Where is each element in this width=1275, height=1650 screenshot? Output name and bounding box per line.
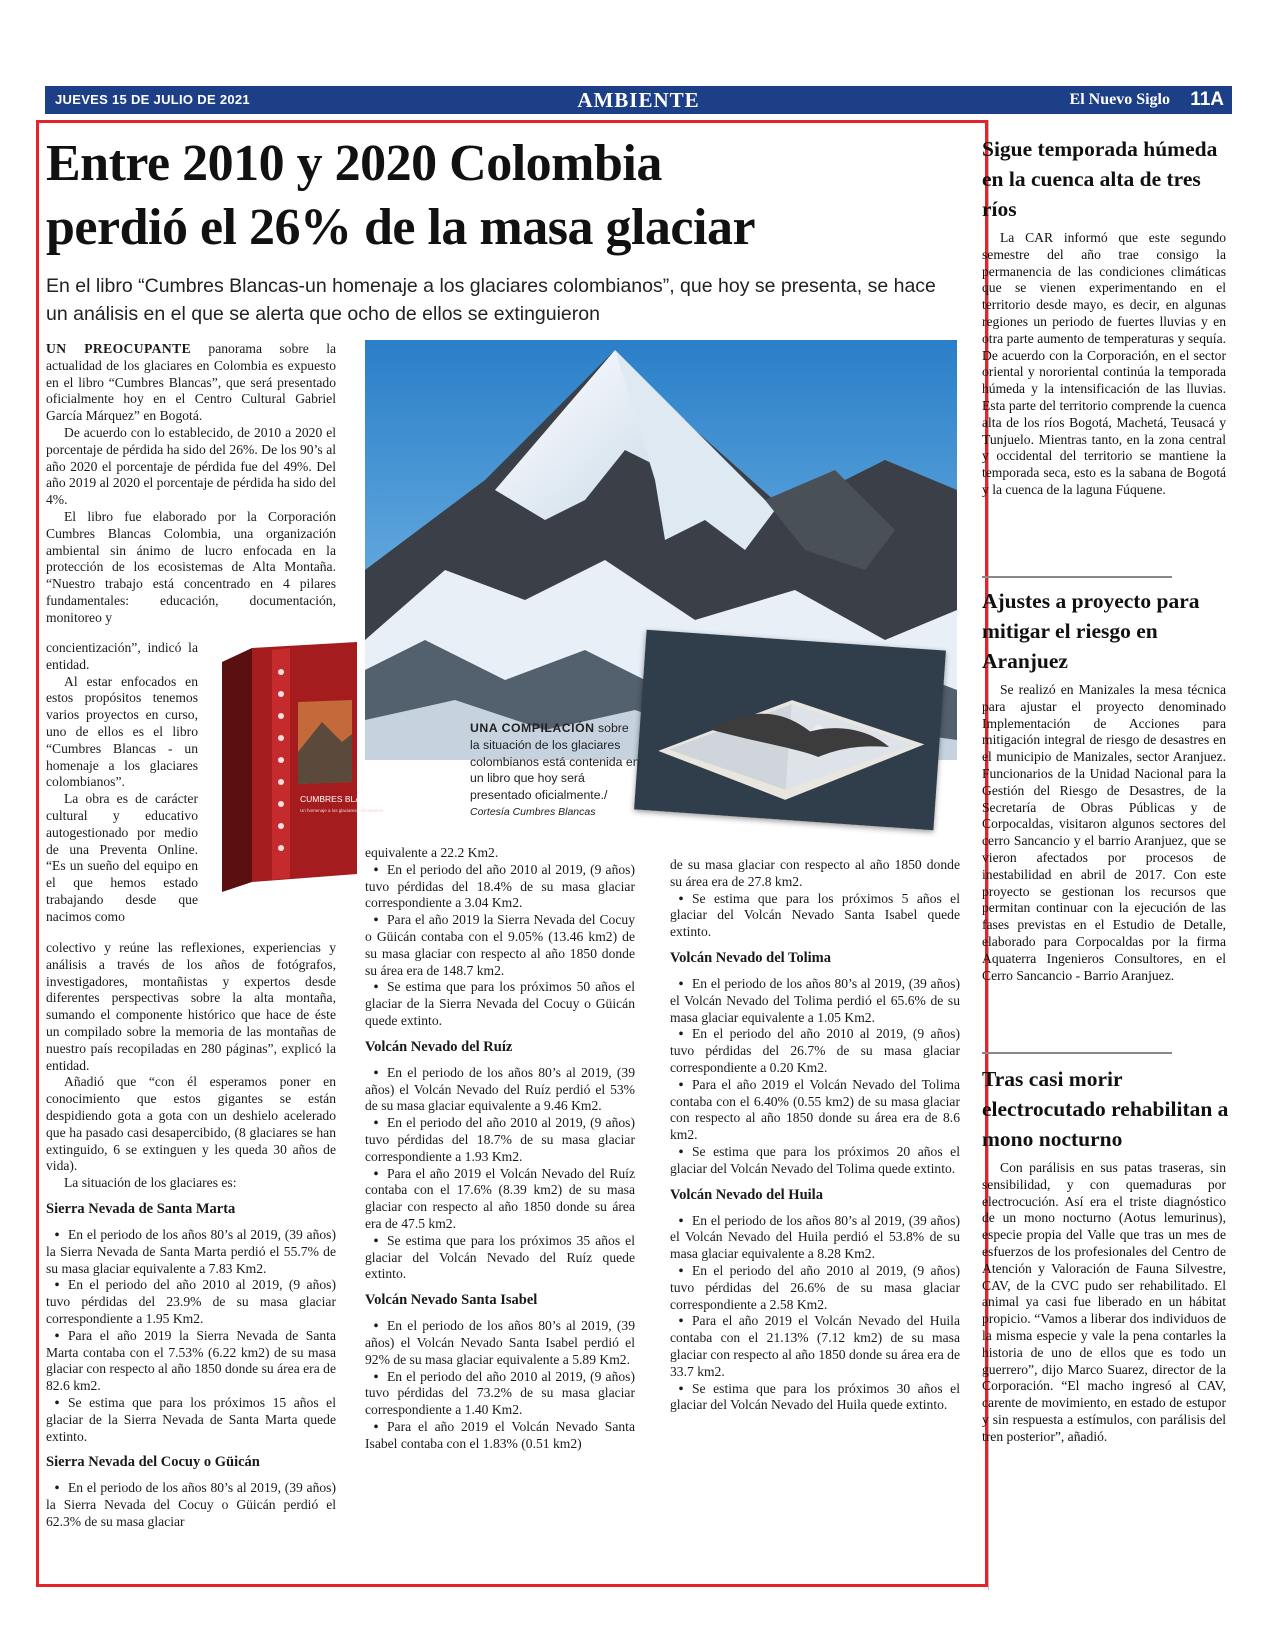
paragraph: La obra es de carácter cultural y educativo autogestionado por medio de una Preventa Online. “Es un sueño del equipo en el que hemos estado trabajando desde que nacimos como (46, 791, 198, 924)
list-item: • En el periodo del año 2010 al 2019, (9 años) tuvo pérdidas del 26.6% de su masa glaciar correspondiente a 2.58 Km2. (670, 1262, 960, 1312)
paragraph: Añadió que “con él esperamos poner en conocimiento que estos gigantes se están despidiendo gota a gota con un deshielo acelerado que ha pasado casi desapercibido, (8 glaciares se han extinguido, 6 se extinguen y les queda 30 años de vida). (46, 1074, 336, 1174)
paragraph: La situación de los glaciares es: (64, 1175, 237, 1191)
sidebar-divider (982, 576, 1172, 578)
paragraph: concientización”, indicó la entidad. (46, 640, 198, 672)
bullet: • (678, 1262, 684, 1278)
sidebar-story-mono (982, 1064, 1232, 1446)
list-item: • Para el año 2019 el Volcán Nevado del Tolima contaba con el 6.40% (0.55 km2) de su masa glaciar con respecto al año 1850 donde su área era de 8.6 km2. (670, 1076, 960, 1143)
list-item: • Para el año 2019 la Sierra Nevada de Santa Marta contaba con el 7.53% (6.22 km2) de su masa glaciar con respecto al año 1850 donde su área era de 82.6 km2. (46, 1327, 336, 1394)
list-item: • En el periodo de los años 80’s al 2019, (39 años) el Volcán Nevado del Huila perdió el 53.8% de su masa glaciar equivalente a 8.28 Km2. (670, 1212, 960, 1262)
newspaper-name: El Nuevo Siglo (1069, 91, 1170, 108)
list-item: • En el periodo del año 2010 al 2019, (9 años) tuvo pérdidas del 18.7% de su masa glaciar correspondiente a 1.93 Km2. (365, 1115, 635, 1164)
list-item: • Se estima que para los próximos 35 años el glaciar del Volcán Nevado del Ruíz quede extinto. (365, 1232, 635, 1282)
list-item: • En el periodo de los años 80’s al 2019, (39 años) el Volcán Nevado Santa Isabel perdió el 92% de su masa glaciar equivalente a 5.89 Km2. (365, 1318, 635, 1367)
article-headline (46, 132, 946, 260)
list-item: • En el periodo de los años 80’s al 2019, (39 años) la Sierra Nevada del Cocuy o Güicán perdió el 62.3% de su masa glaciar (46, 1480, 336, 1529)
header-banner (45, 86, 1232, 114)
article-column-1 (46, 341, 336, 627)
list-item: • En el periodo del año 2010 al 2019, (9 años) tuvo pérdidas del 18.4% de su masa glaciar correspondiente a 3.04 Km2. (365, 861, 635, 911)
bullet: • (678, 1076, 684, 1092)
paragraph: de su masa glaciar con respecto al año 1850 donde su área era de 27.8 km2. (670, 857, 960, 889)
open-book-illustration (634, 630, 946, 830)
bullet: • (373, 1318, 379, 1334)
headline-line-1: Entre 2010 y 2020 Colombia (46, 135, 662, 192)
bullet: • (373, 912, 379, 928)
book-cover-photo (212, 642, 385, 902)
caption-lead: UNA COMPILACIÓN (470, 721, 595, 735)
bullet: • (373, 861, 379, 877)
bullet: • (678, 1026, 684, 1042)
paragraph: Al estar enfocados en estos propósitos tenemos varios proyectos en curso, uno de ellos es el libro “Cumbres Blancas - un homenaje a los glaciares colombianos”. (46, 673, 198, 790)
paragraph: De acuerdo con lo establecido, de 2010 a 2020 el porcentaje de pérdida ha sido del 26%. De los 90’s al año 2020 el porcentaje de pérdida fue del 49%. Del año 2019 al 2020 el porcentaje de pérdida ha sido del 4%. (46, 424, 336, 508)
bullet: • (54, 1226, 60, 1242)
section-title: AMBIENTE (577, 88, 700, 112)
sidebar-headline: Sigue temporada húmeda en la cuenca alta de tres ríos (982, 137, 1218, 221)
sidebar-divider (982, 1052, 1172, 1054)
sidebar-body: Con parálisis en sus patas traseras, sin sensibilidad, y con quemaduras por electrocución. Así era el triste diagnóstico de un mono nocturno (Aotus lemurinus), especie propia del Valle que tras un mes de esfuerzos de los profesionales del Centro de Atención y Valoración de Fauna Silvestre, CAV, de la CVC pudo ser rehabilitado. El animal ya casi fue liberado en un hábitat propicio. “Vamos a liberar dos individuos de la misma especie y vale la pena contarles la historia de uno de ellos que es todo un guerrero”, dijo Marco Suarez, director de la Corporación. “El macho ingresó al CAV, carente de movimiento, en estado de estupor y sin respuesta a estímulos, con parálisis del tren posterior”, añadió. (982, 1160, 1226, 1444)
sidebar-body: Se realizó en Manizales la mesa técnica para ajustar el proyecto denominado Implementación de Acciones para mitigación integral de riesgo de desastres en el municipio de Manizales, sector Aranjuez. Funcionarios de la Unidad Nacional para la Gestión del Riesgo de Desastres, de la Secretaría de Obras Públicas y de Corpocaldas, visitaron algunos sectores del cerro Sancancio y el barrio Aranjuez, que se vieron afectados por procesos de inestabilidad en abril de 2017. Con este proyecto se gestionan los recursos que permitan continuar con la ejecución de las fases previstas en el Estudio de Detalle, elaborado para Corpocaldas por la firma Aquaterra Ingenieros Consultores, en el Cerro Sancancio - Barrio Aranjuez. (982, 682, 1226, 983)
lead-caps: UN PREOCUPANTE (46, 341, 192, 356)
list-item: • Se estima que para los próximos 30 años el glaciar del Volcán Nevado del Huila quede extinto. (670, 1380, 960, 1413)
bullet: • (678, 1143, 684, 1159)
list-item: • Se estima que para los próximos 50 años el glaciar de la Sierra Nevada del Cocuy o Güicán quede extinto. (365, 979, 635, 1028)
sidebar-headline: Ajustes a proyecto para mitigar el riesgo en Aranjuez (982, 589, 1200, 673)
sidebar-story-aranjuez (982, 586, 1232, 984)
list-item: • En el periodo del año 2010 al 2019, (9 años) tuvo pérdidas del 23.9% de su masa glaciar correspondiente a 1.95 Km2. (46, 1277, 336, 1326)
bullet: • (54, 1394, 60, 1410)
list-item: • En el periodo del año 2010 al 2019, (9 años) tuvo pérdidas del 26.7% de su masa glaciar correspondiente a 0.20 Km2. (670, 1026, 960, 1075)
bullet: • (373, 979, 379, 995)
list-item: • En el periodo de los años 80’s al 2019, (39 años) la Sierra Nevada de Santa Marta perdió el 55.7% de su masa glaciar equivalente a 7.83 Km2. (46, 1226, 336, 1276)
book-cover-illustration (212, 642, 385, 902)
article-deck: En el libro “Cumbres Blancas-un homenaje a los glaciares colombianos”, que hoy se presenta, se hace un análisis en el que se alerta que ocho de ellos se extinguieron (46, 275, 936, 325)
headline-line-2: perdió el 26% de la masa glaciar (46, 199, 756, 256)
paragraph: colectivo y reúne las reflexiones, experiencias y análisis a través de los años de fotógrafos, investigadores, montañistas y expertos desde diferentes perspectivas sobre la alta montaña, sumando el componente histórico que hace de éste un compilado sobre la memoria de las montañas de nuestro país recopiladas en 280 páginas”, explicó la entidad. (46, 940, 336, 1073)
bullet: • (54, 1480, 60, 1496)
book-title: CUMBRES BLANCAS (300, 794, 385, 804)
open-book-photo (634, 630, 946, 830)
paragraph: El libro fue elaborado por la Corporación Cumbres Blancas Colombia, una organización ambiental sin ánimo de lucro enfocada en la protección de los ecosistemas de Alta Montaña. “Nuestro trabajo está concentrado en 4 pilares fundamentales: educación, documentación, monitoreo y (46, 508, 336, 625)
list-item: • En el periodo de los años 80’s al 2019, (39 años) el Volcán Nevado del Ruíz perdió el 53% de su masa glaciar equivalente a 9.46 Km2. (365, 1064, 635, 1114)
bullet: • (678, 1313, 684, 1329)
bullet: • (54, 1277, 60, 1293)
bullet: • (678, 1380, 684, 1396)
article-column-1-lower (46, 940, 336, 1531)
article-column-1-narrow (46, 640, 198, 926)
photo-credit: Cortesía Cumbres Blancas (470, 805, 596, 818)
caption-text: sobre la situación de los glaciares colombianos está contenida en un libro que hoy será presentado oficialmente./ (470, 721, 640, 803)
bullet: • (373, 1368, 379, 1384)
paragraph (46, 341, 336, 425)
list-item: • Se estima que para los próximos 5 años el glaciar del Volcán Nevado Santa Isabel quede extinto. (670, 890, 960, 940)
issue-date: JUEVES 15 DE JULIO DE 2021 (55, 92, 250, 107)
photo-caption (470, 720, 640, 821)
sidebar-headline: Tras casi morir electrocutado rehabilitan a mono nocturno (982, 1067, 1229, 1151)
bullet: • (678, 975, 684, 991)
list-item: • Para el año 2019 la Sierra Nevada del Cocuy o Güicán contaba con el 9.05% (13.46 km2) de su masa glaciar con respecto al año 1850 donde su área era de 148.7 km2. (365, 912, 635, 978)
list-item: • Para el año 2019 el Volcán Nevado del Ruíz contaba con el 17.6% (8.39 km2) de su masa glaciar con respecto al año 1850 donde su área era de 47.5 km2. (365, 1165, 635, 1231)
paragraph: equivalente a 22.2 Km2. (365, 845, 499, 860)
bullet: • (373, 1418, 379, 1434)
bullet: • (373, 1115, 379, 1131)
subhead-santa-marta: Sierra Nevada de Santa Marta (46, 1200, 236, 1217)
book-subtitle: Un homenaje a los glaciares colombianos (300, 808, 384, 813)
bullet: • (373, 1165, 379, 1181)
list-item: • En el periodo de los años 80’s al 2019, (39 años) el Volcán Nevado del Tolima perdió el 65.6% de su masa glaciar equivalente a 1.05 Km2. (670, 975, 960, 1025)
bullet: • (373, 1064, 379, 1080)
bullet: • (678, 890, 684, 906)
article-column-3 (670, 857, 960, 1414)
subhead-huila: Volcán Nevado del Huila (670, 1186, 823, 1203)
list-item: • En el periodo del año 2010 al 2019, (9 años) tuvo pérdidas del 73.2% de su masa glaciar correspondiente a 1.40 Km2. (365, 1368, 635, 1418)
subhead-tolima: Volcán Nevado del Tolima (670, 949, 832, 966)
list-item: • Para el año 2019 el Volcán Nevado del Huila contaba con el 21.13% (7.12 km2) de su masa glaciar con respecto al año 1850 donde su área era de 33.7 km2. (670, 1313, 960, 1379)
subhead-cocuy: Sierra Nevada del Cocuy o Güicán (46, 1454, 260, 1471)
list-item: • Para el año 2019 el Volcán Nevado Santa Isabel contaba con el 1.83% (0.51 km2) (365, 1418, 635, 1451)
sidebar-story-car (982, 134, 1232, 499)
subhead-santa-isabel: Volcán Nevado Santa Isabel (365, 1292, 538, 1309)
page-number: 11A (1190, 89, 1224, 110)
article-column-2 (365, 845, 635, 1453)
bullet: • (678, 1212, 684, 1228)
paragraph-text: panorama sobre la actualidad de los glaciares en Colombia es expuesto en el libro “Cumbres Blancas”, que será presentado oficialmente hoy en el Centro Cultural Gabriel García Márquez” en Bogotá. (46, 341, 336, 424)
bullet: • (373, 1232, 379, 1248)
list-item: • Se estima que para los próximos 20 años el glaciar del Volcán Nevado del Tolima quede extinto. (670, 1143, 960, 1176)
bullet: • (54, 1327, 60, 1343)
sidebar-body: La CAR informó que este segundo semestre del año trae consigo la permanencia de las condiciones climáticas que se vienen experimentando en el territorio desde mayo, es decir, en algunas regiones un periodo de fuertes lluvias y en otra parte aumento de temperaturas y sequía. De acuerdo con la Corporación, en el sector oriental y nororiental continúa la temporada húmeda y la intensificación de las lluvias. Esta parte del territorio comprende la cuenca alta de los ríos Bogotá, Machetá, Teusacá y Tunjuelo. Mientras tanto, en la zona central y occidental del territorio se mantiene la temporada seca, esto es la sabana de Bogotá y la cuenca de la laguna Fúquene. (982, 230, 1226, 497)
list-item: • Se estima que para los próximos 15 años el glaciar de la Sierra Nevada de Santa Marta quede extinto. (46, 1394, 336, 1444)
subhead-ruiz: Volcán Nevado del Ruíz (365, 1038, 513, 1055)
